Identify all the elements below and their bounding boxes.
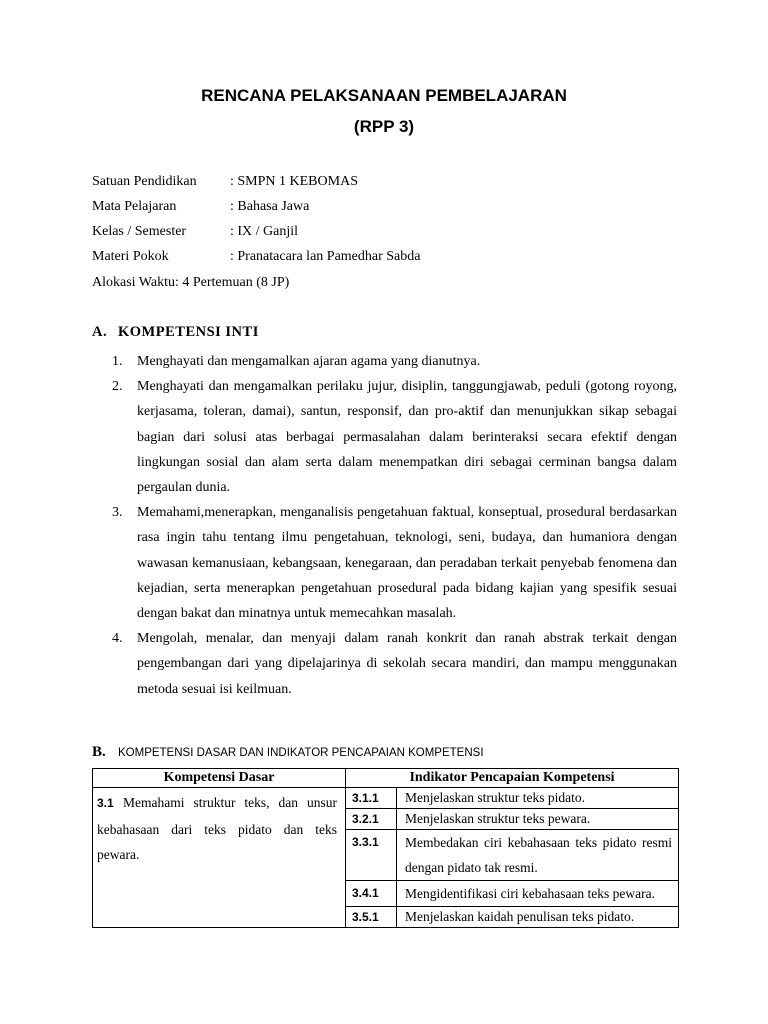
indicator-number: 3.4.1 [346,881,397,906]
list-item [112,626,677,702]
document-subtitle: (RPP 3) [353,117,415,136]
indicator-text: Menjelaskan struktur teks pewara. [405,811,591,826]
list-text: Menghayati dan mengamalkan perilaku jujur, disiplin, tanggungjawab, peduli (gotong royong, kerjasama, toleran, damai), santun, responsif, dan pro-aktif dan menunjukkan sikap sebagai bagian dari solusi atas berbagai permasalahan dalam berinteraksi secara efektif dengan lingkungan sosial dan alam serta dalam menempatkan diri sebagai cerminan bangsa dalam pergaulan dunia. [137,379,677,496]
indicator-number: 3.5.1 [346,907,397,927]
list-item [112,500,677,626]
indicator-number: 3.3.1 [346,830,397,880]
indicator-number: 3.2.1 [346,809,397,829]
info-row-alokasi: Alokasi Waktu: 4 Pertemuan (8 JP) [92,275,290,290]
section-title: KOMPETENSI DASAR DAN INDIKATOR PENCAPAIAN KOMPETENSI [118,747,484,759]
info-row-kelas [92,222,298,242]
info-label: Satuan Pendidikan [92,174,197,189]
table-header-indikator: Indikator Pencapaian Kompetensi [346,769,679,788]
section-a-heading [92,324,259,341]
kd-text: Memahami struktur teks, dan unsur kebahasaan dari teks pidato dan teks pewara. [97,795,337,862]
indicator-text: Membedakan ciri kebahasaan teks pidato resmi dengan pidato tak resmi. [405,835,672,875]
section-b-heading [92,744,484,761]
indicator-cell [346,788,679,809]
list-text: Memahami,menerapkan, menganalisis pengetahuan faktual, konseptual, prosedural berdasarkan rasa ingin tahu tentang ilmu pengetahuan, teknologi, seni, budaya, dan humaniora dengan wawasan kemanusiaan, kebangsaan, kenegaraan, dan peradaban terkait penyebab fenomena dan kejadian, serta menerapkan pengetahuan prosedural pada bidang kajian yang spesifik sesuai dengan bakat dan minatnya untuk memecahkan masalah. [137,505,677,622]
section-letter: B. [92,744,106,760]
list-number: 1. [112,354,123,369]
list-number: 2. [112,379,123,395]
table-header-row [93,769,679,788]
indicator-cell [346,809,679,830]
list-item [112,349,677,374]
info-row-mapel [92,197,309,217]
table-row [93,788,679,809]
section-title: KOMPETENSI INTI [118,324,259,340]
info-value: : IX / Ganjil [230,224,299,239]
info-value: : SMPN 1 KEBOMAS [230,174,358,189]
list-number: 3. [112,505,123,521]
section-letter: A. [92,324,108,340]
info-value: : Pranatacara lan Pamedhar Sabda [230,249,421,264]
indicator-text: Menjelaskan kaidah penulisan teks pidato. [405,909,635,924]
kompetensi-inti-list [112,349,677,702]
list-number: 4. [112,631,123,647]
list-text: Menghayati dan mengamalkan ajaran agama yang dianutnya. [137,354,481,369]
indicator-text: Menjelaskan struktur teks pidato. [405,790,585,805]
info-value: : Bahasa Jawa [230,199,310,214]
info-label: Mata Pelajaran [92,199,177,214]
list-text: Mengolah, menalar, dan menyaji dalam ranah konkrit dan ranah abstrak terkait dengan pengembangan dari yang dipelajarinya di sekolah secara mandiri, dan mampu menggunakan metoda sesuai isi keilmuan. [137,631,677,697]
info-label: Materi Pokok [92,249,169,264]
document-title: RENCANA PELAKSANAAN PEMBELAJARAN [201,86,567,105]
kompetensi-table [92,768,679,928]
kd-cell [93,788,346,928]
indicator-cell [346,881,679,907]
info-row-satuan [92,172,358,192]
kd-number: 3.1 [97,796,114,810]
table-header-kd: Kompetensi Dasar [93,769,346,788]
info-row-materi [92,247,420,267]
indicator-number: 3.1.1 [346,788,397,808]
list-item [112,374,677,500]
info-label: Kelas / Semester [92,224,187,239]
indicator-cell [346,907,679,928]
indicator-cell [346,830,679,881]
indicator-text: Mengidentifikasi ciri kebahasaan teks pewara. [405,886,656,901]
